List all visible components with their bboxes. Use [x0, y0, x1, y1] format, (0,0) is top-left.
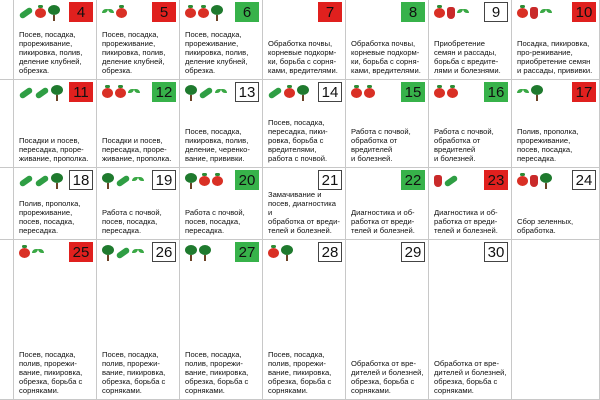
day-number: 13 — [235, 82, 259, 102]
sprout-icon — [128, 87, 140, 99]
garden-tasks: Посадки и посев, пересадка, прорe- живание, прополка. — [19, 136, 89, 163]
day-number: 15 — [401, 82, 425, 102]
day-number: 8 — [401, 2, 425, 22]
tree-icon — [185, 173, 197, 189]
calendar-cell — [0, 0, 14, 80]
garden-tasks: Сбор зеленных, обработка. — [517, 217, 574, 235]
garden-tasks: Посев, посадка, полив, прорежи- вание, пикировка, обрезка, борьба с сорняками. — [102, 350, 166, 395]
garden-tasks: Полив, прополка, прореживание, посев, посадка, пересадка. — [19, 199, 81, 235]
tomato-icon — [102, 88, 113, 98]
calendar-day-24 — [512, 168, 600, 240]
crop-icons — [19, 243, 44, 263]
tree-icon — [185, 245, 197, 261]
crop-icons — [434, 3, 469, 23]
garden-tasks: Обработка от вре- дителей и болезней, обрезка, борьба с сорняками. — [351, 359, 424, 395]
crop-icons — [185, 243, 211, 263]
calendar-day-10 — [512, 0, 600, 80]
calendar-day-7 — [263, 0, 346, 80]
crop-icons — [351, 83, 375, 103]
crop-icons — [102, 243, 144, 263]
cucumber-icon — [116, 175, 131, 188]
day-number: 9 — [484, 2, 508, 22]
calendar-day-15 — [346, 80, 429, 168]
day-number: 22 — [401, 170, 425, 190]
tree-icon — [540, 173, 552, 189]
tomato-icon — [268, 248, 279, 258]
day-number: 16 — [484, 82, 508, 102]
crop-icons — [102, 171, 144, 191]
tomato-icon — [517, 8, 528, 18]
sprout-icon — [215, 87, 227, 99]
crop-icons — [268, 83, 309, 103]
calendar-day-28 — [263, 240, 346, 400]
calendar-day-14 — [263, 80, 346, 168]
tree-icon — [102, 245, 114, 261]
tree-icon — [51, 173, 63, 189]
day-number: 20 — [235, 170, 259, 190]
day-number: 11 — [69, 82, 93, 102]
day-number: 25 — [69, 242, 93, 262]
pepper-icon — [530, 7, 538, 19]
crop-icons — [517, 171, 552, 191]
tree-icon — [531, 85, 543, 101]
tomato-icon — [198, 8, 209, 18]
crop-icons — [19, 171, 63, 191]
garden-tasks: Посев, посадка, полив, прорежи- вание, пикировка, обрезка, борьба с сорняками. — [19, 350, 83, 395]
garden-tasks: Посадка, пикировка, про-реживание, приобретение семян и рассады, прививки. — [517, 39, 593, 75]
day-number: 18 — [69, 170, 93, 190]
garden-tasks: Обработка почвы, корневые подкорм- ки, борьба с сорня- ками, вредителями. — [351, 39, 421, 75]
day-number: 12 — [152, 82, 176, 102]
day-number: 4 — [69, 2, 93, 22]
tree-icon — [185, 85, 197, 101]
day-number: 5 — [152, 2, 176, 22]
calendar-day-21 — [263, 168, 346, 240]
tomato-icon — [517, 176, 528, 186]
calendar-day-4 — [14, 0, 97, 80]
garden-tasks: Посев, посадка, прореживание, пикировка, полив, деление клубней, обрезка. — [19, 30, 83, 75]
garden-tasks: Диагностика и об- работка от вреди- телей и болезней. — [434, 208, 498, 235]
garden-tasks: Посадки и посев, пересадка, проре- живание, прополка. — [102, 136, 172, 163]
pepper-icon — [447, 7, 455, 19]
sprout-icon — [102, 7, 114, 19]
tomato-icon — [434, 8, 445, 18]
tree-icon — [281, 245, 293, 261]
crop-icons — [185, 3, 223, 23]
garden-tasks: Посев, посадка, прореживание, пикировка, полив, деление клубней, обрезка. — [185, 30, 249, 75]
calendar-day-12 — [97, 80, 180, 168]
calendar-day-13 — [180, 80, 263, 168]
day-number: 28 — [318, 242, 342, 262]
day-number: 6 — [235, 2, 259, 22]
calendar-day-8 — [346, 0, 429, 80]
tomato-icon — [434, 88, 445, 98]
cucumber-icon — [116, 247, 131, 260]
garden-tasks: Посев, посадка, пикировка, полив, деление, черенко- вание, прививки. — [185, 127, 250, 163]
tomato-icon — [35, 8, 46, 18]
calendar-day-5 — [97, 0, 180, 80]
calendar-day-20 — [180, 168, 263, 240]
day-number: 10 — [572, 2, 596, 22]
tree-icon — [199, 245, 211, 261]
tomato-icon — [116, 8, 127, 18]
calendar-day-6 — [180, 0, 263, 80]
calendar-day-18 — [14, 168, 97, 240]
cucumber-icon — [35, 175, 50, 188]
cucumber-icon — [19, 7, 34, 20]
crop-icons — [517, 83, 543, 103]
tomato-icon — [447, 88, 458, 98]
day-number: 21 — [318, 170, 342, 190]
cucumber-icon — [199, 87, 214, 100]
day-number: 27 — [235, 242, 259, 262]
calendar-day-25 — [14, 240, 97, 400]
tree-icon — [51, 85, 63, 101]
tomato-icon — [364, 88, 375, 98]
calendar-day-29 — [346, 240, 429, 400]
tree-icon — [211, 5, 223, 21]
crop-icons — [19, 3, 60, 23]
cucumber-icon — [19, 87, 34, 100]
sprout-icon — [457, 7, 469, 19]
garden-tasks: Диагностика и об- работка от вреди- телей и болезней. — [351, 208, 415, 235]
calendar-day-11 — [14, 80, 97, 168]
tree-icon — [102, 173, 114, 189]
calendar-day-23 — [429, 168, 512, 240]
day-number: 7 — [318, 2, 342, 22]
garden-tasks: Посев, посадка, полив, прорежи- вание, пикировка, обрезка, борьба с сорняками. — [185, 350, 249, 395]
sprout-icon — [540, 7, 552, 19]
calendar-day-27 — [180, 240, 263, 400]
day-number: 17 — [572, 82, 596, 102]
garden-tasks: Работа с почвой, обработка от вредителей и болезней. — [351, 127, 411, 163]
calendar-cell — [0, 80, 14, 168]
crop-icons — [19, 83, 63, 103]
pepper-icon — [434, 175, 442, 187]
tree-icon — [297, 85, 309, 101]
calendar-day-19 — [97, 168, 180, 240]
sprout-icon — [132, 247, 144, 259]
tomato-icon — [185, 8, 196, 18]
cucumber-icon — [444, 175, 459, 188]
garden-tasks: Приобретение семян и рассады, борьба с вредите- лями и болезнями. — [434, 39, 501, 75]
day-number: 29 — [401, 242, 425, 262]
calendar-cell — [512, 240, 600, 400]
garden-tasks: Посев, посадка, прореживание, пикировка, полив, деление клубней, обрезка. — [102, 30, 166, 75]
calendar-day-9 — [429, 0, 512, 80]
tomato-icon — [199, 176, 210, 186]
garden-tasks: Работа с почвой, обработка от вредителей и болезней. — [434, 127, 494, 163]
crop-icons — [185, 83, 227, 103]
crop-icons — [102, 83, 140, 103]
garden-tasks: Работа с почвой, посев, посадка, пересадка. — [102, 208, 162, 235]
calendar-day-22 — [346, 168, 429, 240]
calendar-cell — [0, 168, 14, 240]
garden-tasks: Обработка от вре- дителей и болезней, обрезка, борьба с сорняками. — [434, 359, 507, 395]
sprout-icon — [132, 175, 144, 187]
cucumber-icon — [35, 87, 50, 100]
garden-tasks: Работа с почвой, посев, посадка, пересадка. — [185, 208, 245, 235]
cucumber-icon — [268, 87, 283, 100]
day-number: 26 — [152, 242, 176, 262]
day-number: 19 — [152, 170, 176, 190]
crop-icons — [434, 83, 458, 103]
calendar-day-16 — [429, 80, 512, 168]
calendar-day-30 — [429, 240, 512, 400]
day-number: 24 — [572, 170, 596, 190]
crop-icons — [434, 171, 458, 191]
tomato-icon — [212, 176, 223, 186]
day-number: 30 — [484, 242, 508, 262]
pepper-icon — [530, 175, 538, 187]
garden-tasks: Посев, посадка, полив, прорежи- вание, пикировка, обрезка, борьба с сорняками. — [268, 350, 332, 395]
tree-icon — [48, 5, 60, 21]
calendar-day-17 — [512, 80, 600, 168]
crop-icons — [102, 3, 127, 23]
sprout-icon — [32, 247, 44, 259]
cucumber-icon — [19, 175, 34, 188]
calendar-day-26 — [97, 240, 180, 400]
garden-tasks: Посев, посадка, пересадка, пики- ровка, борьба с вредителями, работа с почвой. — [268, 118, 328, 163]
tomato-icon — [19, 248, 30, 258]
crop-icons — [517, 3, 552, 23]
garden-tasks: Обработка почвы, корневые подкорм- ки, борьба с сорня- ками, вредителями. — [268, 39, 338, 75]
tomato-icon — [284, 88, 295, 98]
garden-tasks: Полив, прополка, прореживание, посев, посадка, пересадка. — [517, 127, 579, 163]
sprout-icon — [517, 87, 529, 99]
crop-icons — [268, 243, 293, 263]
day-number: 14 — [318, 82, 342, 102]
tomato-icon — [115, 88, 126, 98]
tomato-icon — [351, 88, 362, 98]
garden-tasks: Замачивание и посев, диагностика и обработка от вреди- телей и болезней. — [268, 190, 340, 235]
crop-icons — [185, 171, 223, 191]
calendar-cell — [0, 240, 14, 400]
day-number: 23 — [484, 170, 508, 190]
